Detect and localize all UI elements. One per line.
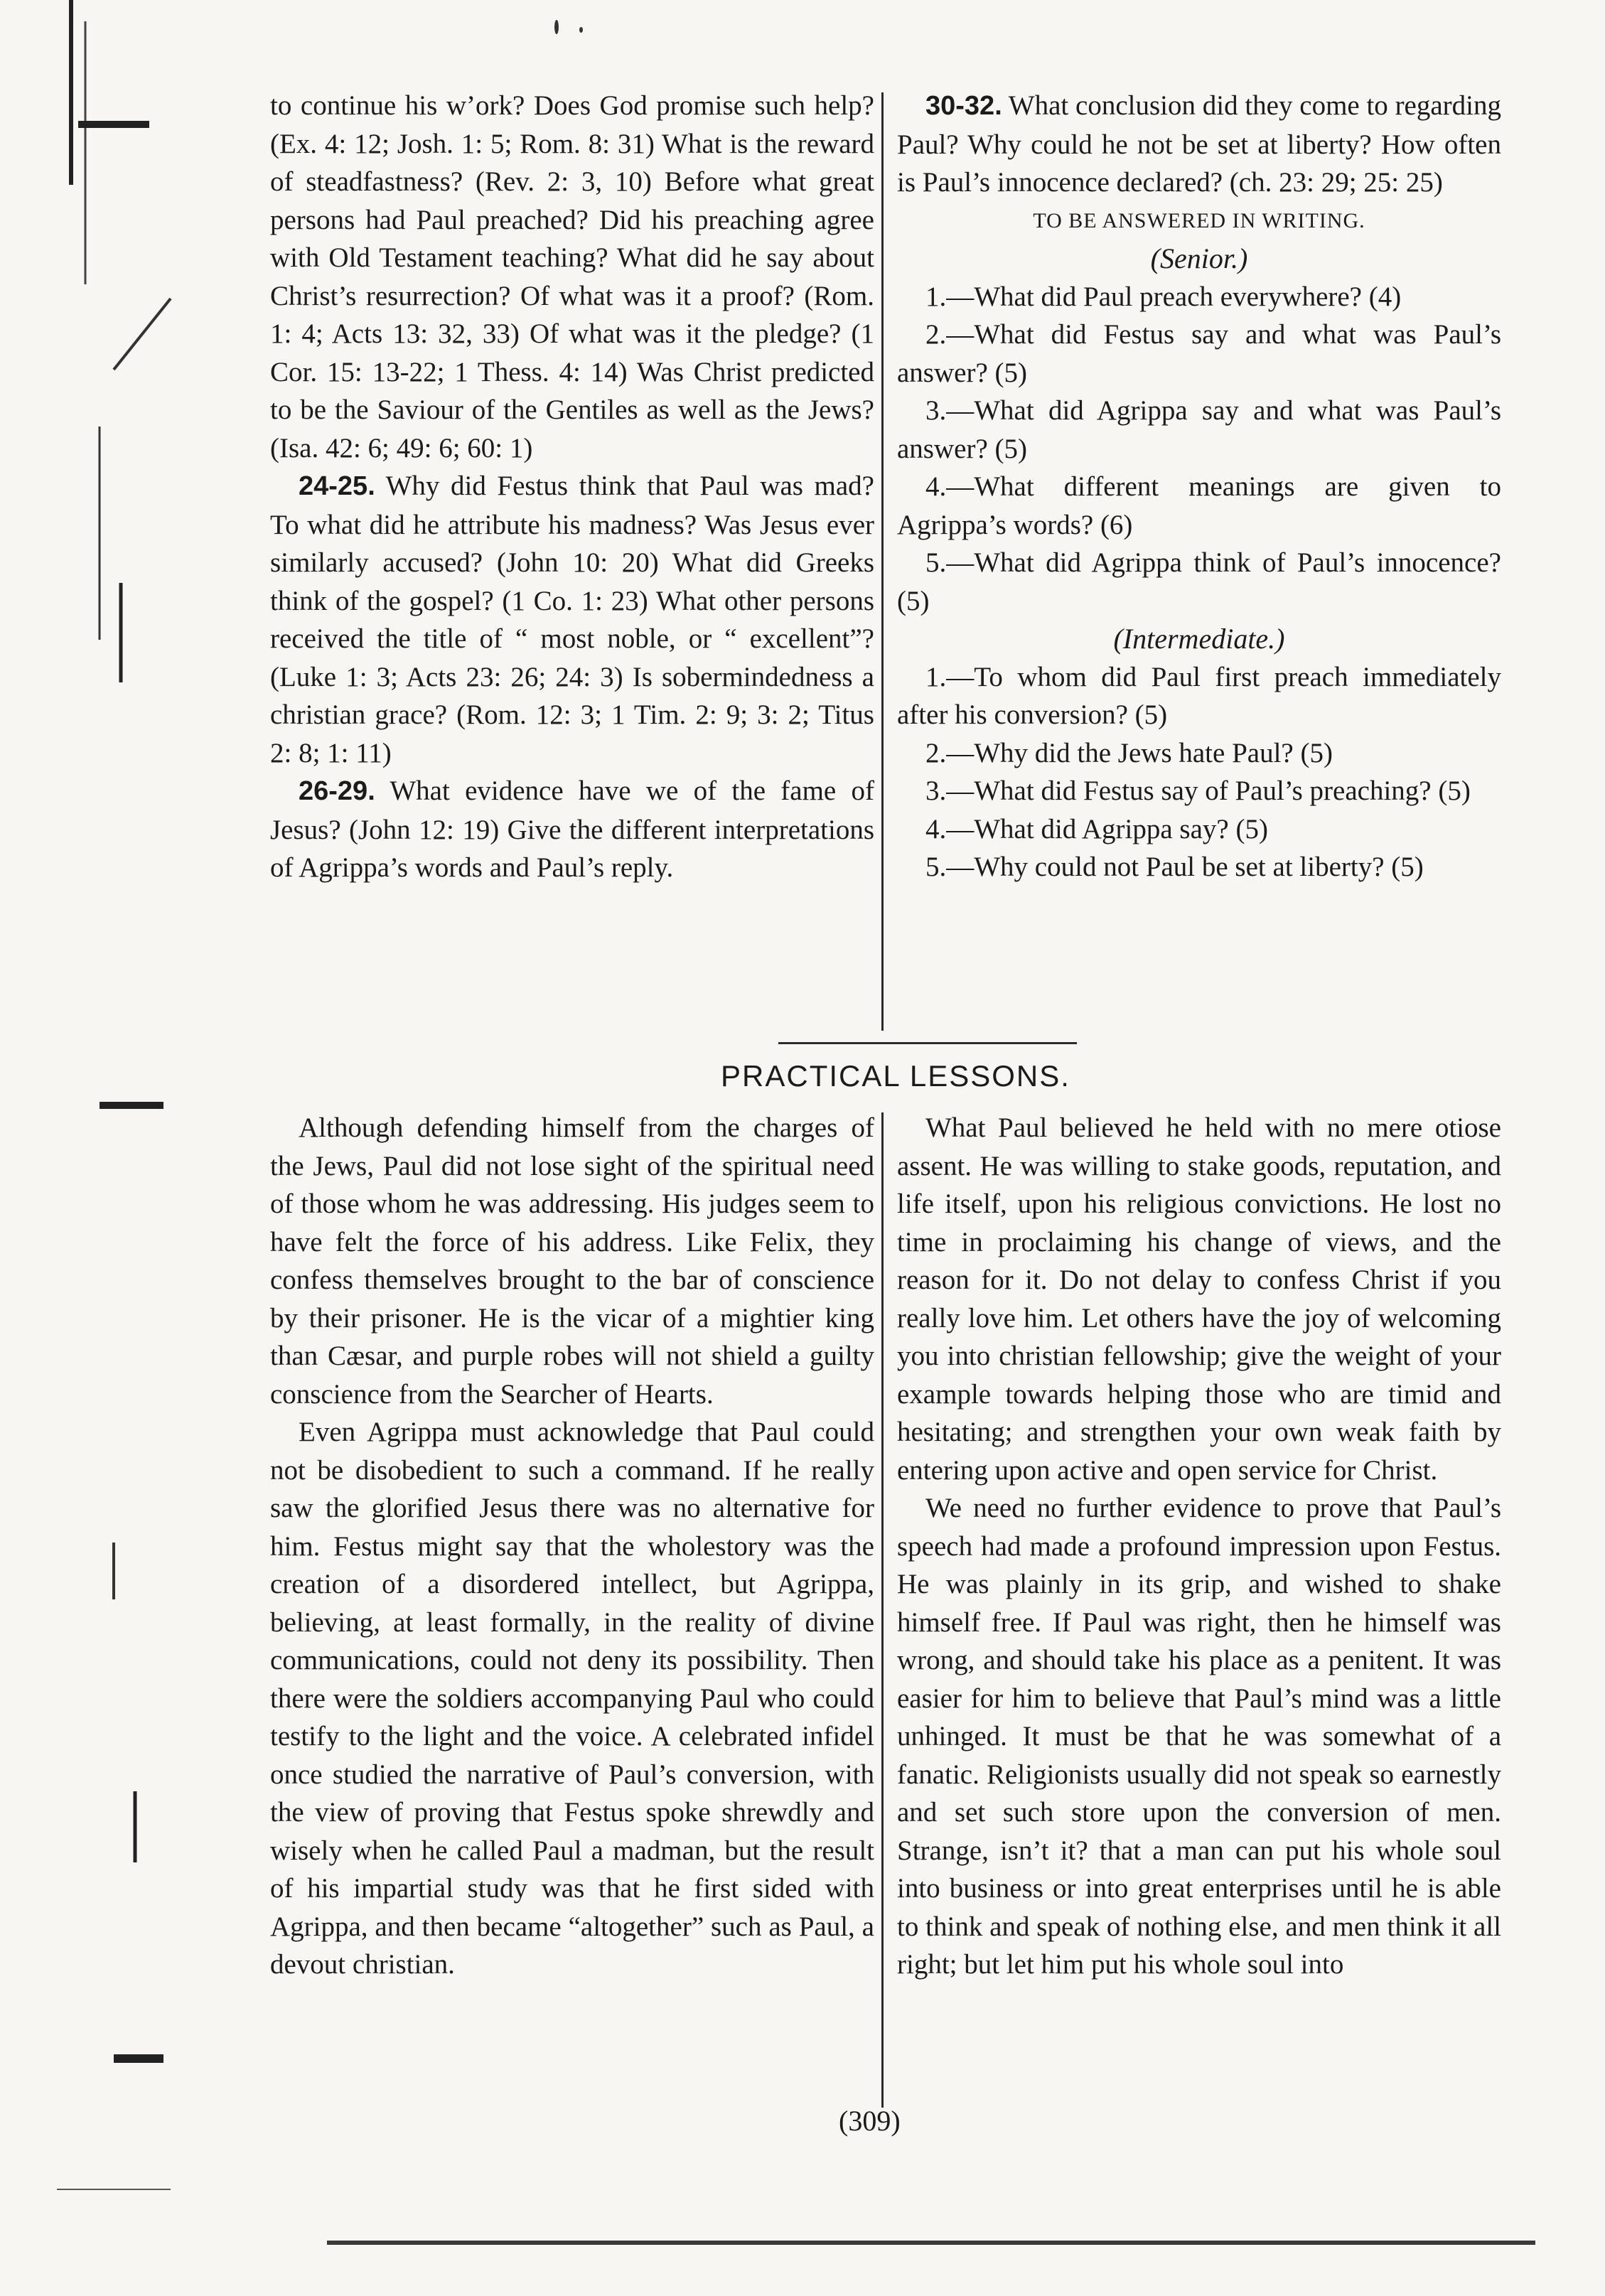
question: 1.—To whom did Paul first preach immediately after his conversion? (5): [897, 661, 1501, 730]
question: 2.—What did Festus say and what was Paul’s answer? (5): [897, 319, 1501, 388]
question: 2.—Why did the Jews hate Paul? (5): [925, 737, 1333, 768]
paragraph: [270, 772, 874, 887]
paragraph: [897, 87, 1501, 202]
paragraph: We need no further evidence to prove that Paul’s speech had made a profound impression upon Festus. He was plainly in its grip, and wished to shake himself free. If Paul was right, then he himself was wrong, and should take his place as a penitent. It was easier for him to believe that Paul’s mind was a little unhinged. It must be that he was somewhat of a fanatic. Religionists usually did not speak so earnestly and set such store upon the conversion of men. Strange, isn’t it? that a man can put his whole soul into business or into great enterprises until he is able to think and speak of nothing else, and men think it all right; but let him put his whole soul into: [897, 1493, 1501, 1980]
paragraph: Although defending himself from the charges of the Jews, Paul did not lose sight of the spiritual need of those whom he was addressing. His judges seem to have felt the force of his address. Like Felix, they confess themselves brought to the bar of conscience by their prisoner. He is the vicar of a mightier king than Cæsar, and purple robes will not shield a guilty conscience from the Searcher of Hearts.: [270, 1112, 874, 1410]
column-divider: [881, 1112, 884, 2108]
paragraph-text: What evidence have we of the fame of Jesus? (John 12: 19) Give the different interpretations of Agrippa’s words and Paul’s reply.: [270, 776, 874, 883]
section-rule: [778, 1042, 1077, 1044]
section-number: 30-32.: [925, 91, 1002, 121]
question: 3.—What did Festus say of Paul’s preaching? (5): [925, 776, 1471, 806]
practical-lessons-heading: PRACTICAL LESSONS.: [721, 1059, 1070, 1093]
section-number: 26-29.: [299, 776, 375, 806]
question: 5.—Why could not Paul be set at liberty? (5): [925, 852, 1424, 882]
section-number: 24-25.: [299, 471, 375, 501]
writing-heading: TO BE ANSWERED IN WRITING.: [1033, 208, 1365, 232]
paragraph: [270, 467, 874, 772]
top-right-column: [897, 87, 1501, 886]
paragraph-text: Why did Festus think that Paul was mad? To what did he attribute his madness? Was Jesus ever similarly accused? (John 10: 20) What did Greeks think of the gospel? (1 Co. 1: 23) What other persons received the title of “ most noble, or “ excellent”? (Luke 1: 3; Acts 23: 26; 24: 3) Is sobermindedness a christian grace? (Rom. 12: 3; 1 Tim. 2: 9; 3: 2; Titus 2: 8; 1: 11): [270, 471, 874, 768]
question: 5.—What did Agrippa think of Paul’s innocence? (5): [897, 547, 1501, 616]
paragraph: to continue his w’ork? Does God promise such help? (Ex. 4: 12; Josh. 1: 5; Rom. 8: 31) What is the reward of steadfastness? (Rev. 2: 3, 10) Before what great persons had Paul preached? Did his preaching agree with Old Testament teaching? What did he say about Christ’s resurrection? Of what was it a proof? (Rom. 1: 4; Acts 13: 32, 33) Of what was it the pledge? (1 Cor. 15: 13-22; 1 Thess. 4: 14) Was Christ predicted to be the Saviour of the Gentiles as well as the Jews? (Isa. 42: 6; 49: 6; 60: 1): [270, 90, 874, 463]
question: 4.—What different meanings are given to Agrippa’s words? (6): [897, 471, 1501, 540]
bottom-right-column: [897, 1109, 1501, 1984]
question: 4.—What did Agrippa say? (5): [925, 813, 1268, 844]
paragraph: What Paul believed he held with no mere otiose assent. He was willing to stake goods, reputation, and life itself, upon his religious convictions. He lost no time in proclaiming his change of views, and the reason for it. Do not delay to confess Christ if you really love him. Let others have the joy of welcoming you into christian fellowship; give the weight of your example towards helping those who are timid and hesitating; and strengthen your own weak faith by entering upon active and open service for Christ.: [897, 1112, 1501, 1486]
page-number: (309): [839, 2105, 901, 2137]
paragraph-text: What conclusion did they come to regarding Paul? Why could he not be set at liberty? How often is Paul’s innocence declared? (ch. 23: 29; 25: 25): [897, 90, 1501, 198]
bottom-left-column: [270, 1109, 874, 1984]
senior-heading: (Senior.): [1150, 242, 1248, 274]
top-left-column: [270, 87, 874, 887]
scan-edge-marks: [28, 0, 270, 2296]
question: 3.—What did Agrippa say and what was Paul’s answer? (5): [897, 395, 1501, 464]
intermediate-heading: (Intermediate.): [1113, 623, 1285, 655]
column-divider: [881, 92, 884, 1031]
question: 1.—What did Paul preach everywhere? (4): [925, 281, 1402, 312]
footer-rule: [327, 2241, 1535, 2245]
paragraph: Even Agrippa must acknowledge that Paul could not be disobedient to such a command. If he really saw the glorified Jesus there was no alternative for him. Festus might say that the wholestory was the creation of a disordered intellect, but Agrippa, believing, at least formally, in the reality of divine communications, could not deny its possibility. Then there were the soldiers accompanying Paul who could testify to the light and the voice. A celebrated infidel once studied the narrative of Paul’s conversion, with the view of proving that Festus spoke shrewdly and wisely when he called Paul a madman, but the result of his impartial study was that he first sided with Agrippa, and then became “altogether” such as Paul, a devout christian.: [270, 1417, 874, 1980]
